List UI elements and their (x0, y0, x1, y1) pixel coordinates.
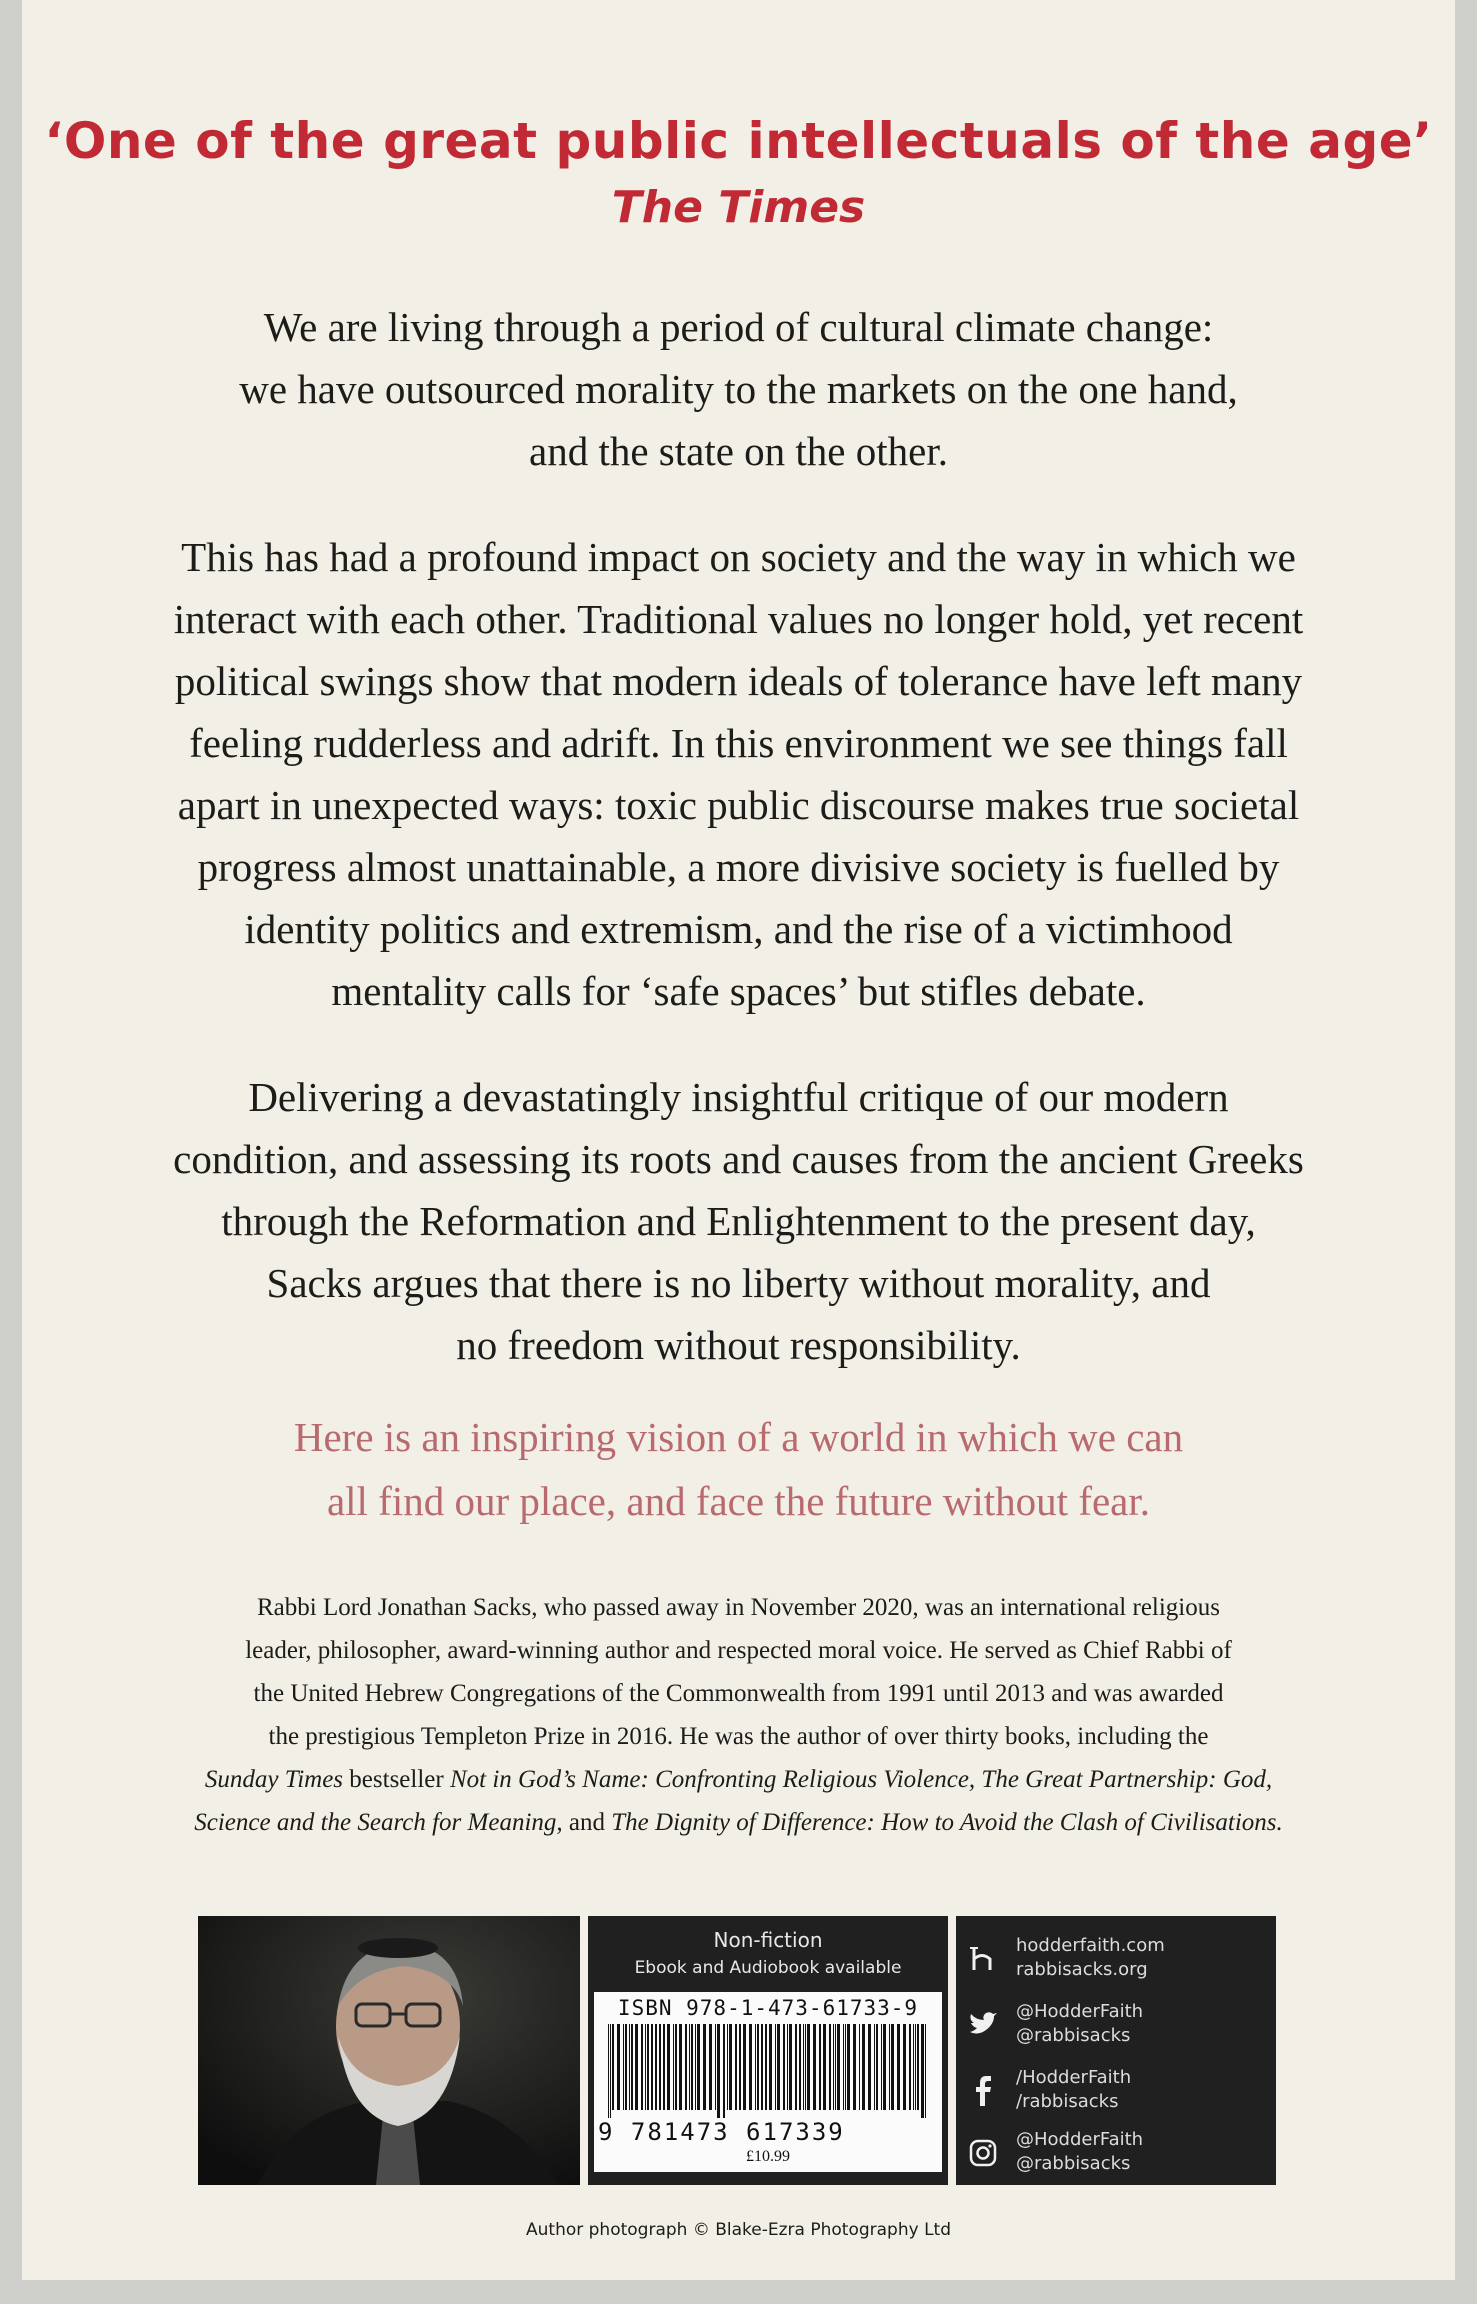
author-bio (102, 1586, 1375, 1844)
barcode-bar (889, 2024, 890, 2110)
barcode-bar (853, 2024, 856, 2110)
barcode-bar (755, 2024, 756, 2110)
barcode-bar (645, 2024, 646, 2110)
barcode-bar (749, 2024, 752, 2110)
book-title: Science and the Search for Meaning, (194, 1809, 563, 1836)
author-photo (198, 1916, 580, 2185)
barcode-digits: 9 781473 617339 (598, 2118, 845, 2146)
barcode-bar (777, 2024, 780, 2110)
barcode-bar (813, 2024, 816, 2110)
barcode-bar (667, 2024, 670, 2110)
barcode-bar (625, 2024, 627, 2110)
barcode-bar (617, 2024, 620, 2110)
twitter-links (966, 2000, 1266, 2056)
text-line: leader, philosopher, award-winning author and respected moral voice. He served as Chief Rabbi of (245, 1637, 1232, 1664)
barcode-bar (909, 2024, 911, 2110)
text-line: apart in unexpected ways: toxic public discourse makes true societal (177, 782, 1300, 828)
barcode-bar (862, 2024, 865, 2110)
barcode-bar (874, 2024, 875, 2110)
barcode-bar (685, 2024, 687, 2110)
text-line: no freedom without responsibility. (456, 1322, 1021, 1368)
barcode-bar (765, 2024, 767, 2110)
barcode-bar (803, 2024, 804, 2110)
text-fragment: and (562, 1809, 612, 1836)
text-line: and the state on the other. (529, 428, 948, 474)
barcode-bar (735, 2024, 737, 2110)
instagram-icon (966, 2136, 1000, 2170)
book-title: The Dignity of Difference: How to Avoid the Clash of Civilisations. (611, 1809, 1283, 1836)
text-line: identity politics and extremism, and the rise of a victimhood (244, 906, 1233, 952)
photo-credit: Author photograph © Blake-Ezra Photography Ltd (526, 2220, 951, 2240)
blurb-paragraph-3 (82, 1066, 1395, 1376)
book-title: Sunday Times (204, 1766, 344, 1793)
instagram-links (966, 2128, 1266, 2184)
barcode-bar (903, 2024, 906, 2110)
barcode (594, 1992, 942, 2172)
barcode-bar (691, 2024, 693, 2110)
text-line: mentality calls for ‘safe spaces’ but stifles debate. (331, 968, 1146, 1014)
barcode-bar (631, 2024, 633, 2110)
barcode-bar (845, 2024, 846, 2110)
hodder-logo-icon (966, 1942, 1000, 1976)
text-line: feeling rudderless and adrift. In this environment we see things fall (189, 720, 1288, 766)
text-line: all find our place, and face the future without fear. (326, 1478, 1151, 1524)
barcode-bar (635, 2024, 638, 2110)
barcode-bar (819, 2024, 821, 2110)
twitter-icon (966, 2008, 1000, 2042)
barcode-bar (739, 2024, 741, 2110)
text-line: This has had a profound impact on society and the way in which we (181, 534, 1296, 580)
barcode-bar (727, 2024, 728, 2110)
facebook-icon (966, 2074, 1000, 2108)
barcode-bar (787, 2024, 788, 2110)
book-title: Not in God’s Name: Confronting Religious Violence, The Great Partnership: God, (449, 1766, 1273, 1793)
barcode-bar (807, 2024, 810, 2110)
website-link[interactable]: hodderfaith.com (1016, 1935, 1165, 1956)
barcode-bar (847, 2024, 850, 2110)
barcode-bar (795, 2024, 797, 2110)
barcode-bar (612, 2024, 614, 2110)
text-fragment: bestseller (343, 1766, 450, 1793)
social-panel (956, 1916, 1276, 2185)
barcode-bar (709, 2024, 712, 2110)
facebook-handle[interactable]: /rabbisacks (1016, 2091, 1119, 2112)
review-source: The Times (611, 182, 866, 233)
formats-label: Ebook and Audiobook available (634, 1958, 902, 1978)
text-line: condition, and assessing its roots and causes from the ancient Greeks (173, 1136, 1304, 1182)
barcode-bar (859, 2024, 860, 2110)
barcode-bar (695, 2024, 696, 2110)
blurb-paragraph-2 (82, 526, 1395, 1022)
blurb-paragraph-1 (82, 296, 1395, 482)
barcode-bar (655, 2024, 657, 2110)
barcode-bar (673, 2024, 674, 2110)
text-line: We are living through a period of cultural climate change: (263, 304, 1214, 350)
instagram-handle[interactable]: @rabbisacks (1016, 2153, 1131, 2174)
web-links (966, 1934, 1266, 1990)
barcode-bar (835, 2024, 836, 2110)
review-quote: ‘One of the great public intellectuals of the age’ (44, 112, 1433, 170)
barcode-bar (868, 2024, 871, 2110)
barcode-bars (604, 2024, 932, 2118)
price: £10.99 (746, 2148, 790, 2165)
barcode-bar (913, 2024, 914, 2110)
barcode-bar (789, 2024, 792, 2110)
barcode-bar (881, 2024, 882, 2110)
barcode-bar (921, 2024, 924, 2118)
text-line: Rabbi Lord Jonathan Sacks, who passed away in November 2020, was an international religious (257, 1594, 1220, 1621)
barcode-bar (805, 2024, 806, 2110)
barcode-bar (659, 2024, 661, 2110)
barcode-bar (837, 2024, 840, 2110)
barcode-bar (829, 2024, 831, 2110)
text-line: the United Hebrew Congregations of the Commonwealth from 1991 until 2013 and was awarded (253, 1680, 1224, 1707)
barcode-bar (717, 2024, 720, 2118)
barcode-bar (623, 2024, 624, 2110)
tagline (82, 1405, 1395, 1533)
text-line: political swings show that modern ideals of tolerance have left many (174, 658, 1303, 704)
barcode-bar (843, 2024, 844, 2110)
text-line: Here is an inspiring vision of a world in which we can (293, 1414, 1184, 1460)
barcode-bar (608, 2024, 609, 2118)
text-line (102, 1758, 1375, 1801)
barcode-bar (775, 2024, 776, 2110)
barcode-bar (679, 2024, 682, 2110)
barcode-bar (610, 2024, 611, 2118)
website-link[interactable]: rabbisacks.org (1016, 1959, 1148, 1980)
barcode-bar (675, 2024, 677, 2110)
facebook-handle[interactable]: /HodderFaith (1016, 2067, 1132, 2088)
text-line: Sacks argues that there is no liberty without morality, and (266, 1260, 1211, 1306)
barcode-bar (917, 2024, 919, 2110)
category-label: Non-fiction (713, 1928, 823, 1952)
barcode-bar (743, 2024, 746, 2110)
barcode-bar (697, 2024, 700, 2110)
barcode-bar (629, 2024, 630, 2110)
barcode-bar (833, 2024, 834, 2110)
barcode-bar (663, 2024, 665, 2110)
barcode-bar (647, 2024, 649, 2110)
text-line: Delivering a devastatingly insightful critique of our modern (248, 1074, 1229, 1120)
text-line (102, 1801, 1375, 1844)
barcode-bar (823, 2024, 826, 2110)
barcode-bar (769, 2024, 772, 2110)
barcode-bar (651, 2024, 653, 2110)
barcode-bar (641, 2024, 643, 2110)
text-line: we have outsourced morality to the markets on the one hand, (239, 366, 1238, 412)
facebook-links (966, 2066, 1266, 2122)
barcode-bar (723, 2024, 725, 2118)
text-line: through the Reformation and Enlightenment to the present day, (221, 1198, 1256, 1244)
barcode-bar (715, 2024, 716, 2110)
barcode-bar (883, 2024, 886, 2110)
back-cover (22, 0, 1455, 2280)
barcode-bar (703, 2024, 706, 2110)
barcode-bar (799, 2024, 801, 2110)
instagram-handle[interactable]: @HodderFaith (1016, 2129, 1144, 2150)
barcode-bar (729, 2024, 732, 2110)
barcode-bar (925, 2024, 926, 2118)
barcode-bar (897, 2024, 900, 2110)
barcode-bar (757, 2024, 759, 2110)
barcode-bar (761, 2024, 763, 2110)
barcode-bar (876, 2024, 878, 2110)
text-line: the prestigious Templeton Prize in 2016. He was the author of over thirty books, including the (268, 1723, 1209, 1750)
twitter-handle[interactable]: @HodderFaith (1016, 2001, 1144, 2022)
barcode-bar (915, 2024, 916, 2110)
barcode-panel (588, 1916, 948, 2185)
text-line: progress almost unattainable, a more divisive society is fuelled by (197, 844, 1280, 890)
isbn-text: ISBN 978-1-473-61733-9 (617, 1996, 919, 2020)
barcode-bar (689, 2024, 690, 2110)
barcode-bar (891, 2024, 894, 2110)
text-line: interact with each other. Traditional values no longer hold, yet recent (173, 596, 1304, 642)
twitter-handle[interactable]: @rabbisacks (1016, 2025, 1131, 2046)
barcode-bar (783, 2024, 785, 2110)
